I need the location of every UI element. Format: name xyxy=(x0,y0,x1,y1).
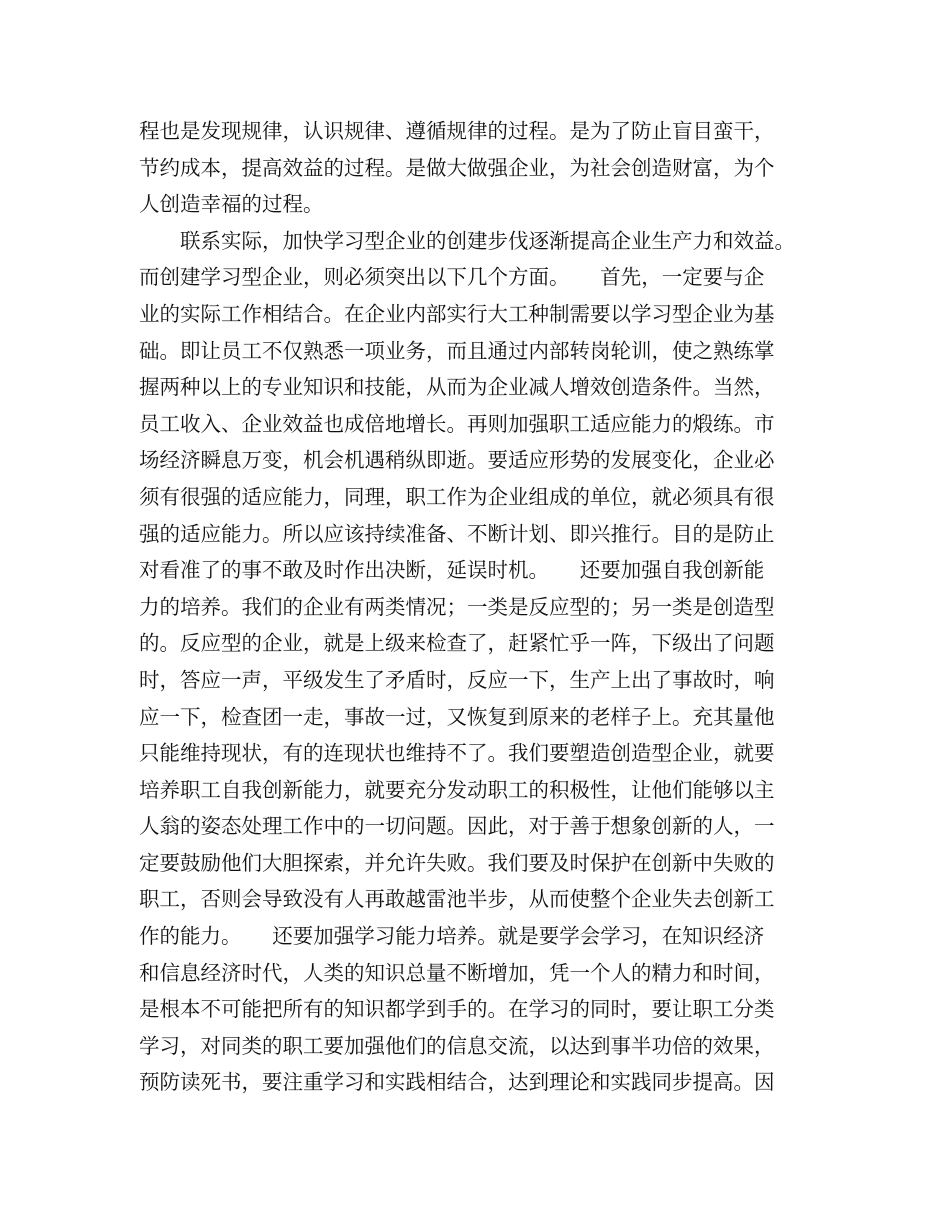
text-line: 程也是发现规律，认识规律、遵循规律的过程。是为了防止盲目蛮干， xyxy=(139,119,775,143)
text-line: 而创建学习型企业，则必须突出以下几个方面。 首先，一定要与企 xyxy=(139,265,765,290)
text-line: 力的培养。我们的企业有两类情况；一类是反应型的；另一类是创造型 xyxy=(139,594,775,619)
text-line: 人创造幸福的过程。 xyxy=(139,192,324,217)
text-line: 强的适应能力。所以应该持续准备、不断计划、即兴推行。目的是防止 xyxy=(139,521,775,546)
text-line: 的。反应型的企业，就是上级来检查了，赶紧忙乎一阵，下级出了问题 xyxy=(139,631,775,656)
text-line: 须有很强的适应能力，同理，职工作为企业组成的单位，就必须具有很 xyxy=(139,484,775,509)
text-line: 是根本不可能把所有的知识都学到手的。在学习的同时，要让职工分类 xyxy=(139,997,775,1022)
text-line: 定要鼓励他们大胆探索，并允许失败。我们要及时保护在创新中失败的 xyxy=(139,850,775,875)
text-line: 节约成本，提高效益的过程。是做大做强企业，为社会创造财富，为个 xyxy=(139,155,775,180)
text-line: 应一下，检查团一走，事故一过，又恢复到原来的老样子上。充其量他 xyxy=(139,704,775,729)
text-line: 作的能力。 还要加强学习能力培养。就是要学会学习，在知识经济 xyxy=(139,924,765,949)
text-line: 职工，否则会导致没有人再敢越雷池半步，从而使整个企业失去创新工 xyxy=(139,887,775,912)
text-line: 业的实际工作相结合。在企业内部实行大工种制需要以学习型企业为基 xyxy=(139,301,775,326)
text-line: 础。即让员工不仅熟悉一项业务，而且通过内部转岗轮训，使之熟练掌 xyxy=(139,338,775,363)
text-line: 联系实际，加快学习型企业的创建步伐逐渐提高企业生产力和效益。 xyxy=(139,228,795,253)
text-line: 员工收入、企业效益也成倍地增长。再则加强职工适应能力的煅练。市 xyxy=(139,411,775,436)
text-line: 和信息经济时代，人类的知识总量不断增加，凭一个人的精力和时间， xyxy=(139,960,775,985)
text-line: 时，答应一声，平级发生了矛盾时，反应一下，生产上出了事故时，响 xyxy=(139,667,775,692)
text-line: 握两种以上的专业知识和技能，从而为企业减人增效创造条件。当然， xyxy=(139,375,775,400)
text-line: 场经济瞬息万变，机会机遇稍纵即逝。要适应形势的发展变化，企业必 xyxy=(139,448,775,473)
text-line: 培养职工自我创新能力，就要充分发动职工的积极性，让他们能够以主 xyxy=(139,777,775,802)
text-line: 对看准了的事不敢及时作出决断，延误时机。 还要加强自我创新能 xyxy=(139,558,765,583)
text-line: 只能维持现状，有的连现状也维持不了。我们要塑造创造型企业，就要 xyxy=(139,741,775,766)
text-line: 学习，对同类的职工要加强他们的信息交流，以达到事半功倍的效果， xyxy=(139,1033,775,1058)
text-line: 人翁的姿态处理工作中的一切问题。因此，对于善于想象创新的人，一 xyxy=(139,814,775,839)
body-text xyxy=(139,113,819,1101)
text-line: 预防读死书，要注重学习和实践相结合，达到理论和实践同步提高。因 xyxy=(139,1070,775,1095)
